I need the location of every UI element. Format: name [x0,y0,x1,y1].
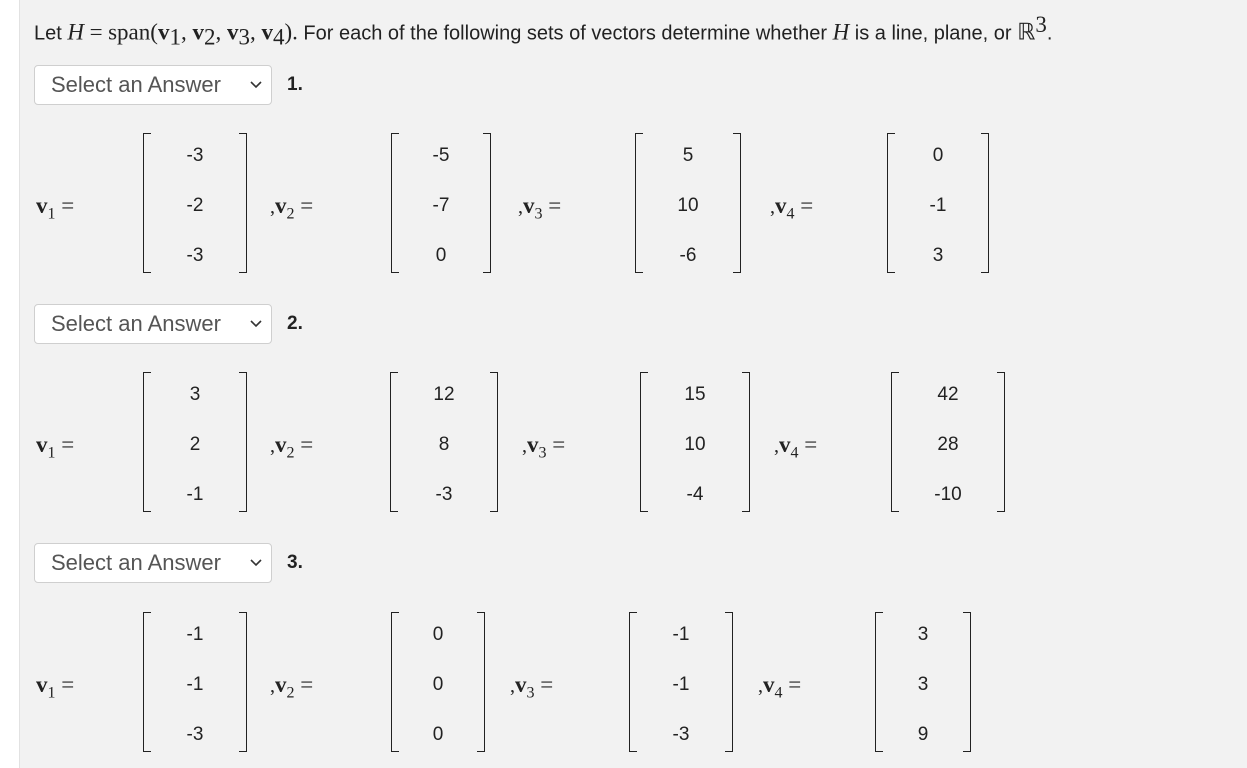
vector-matrix-v2 [390,372,498,512]
vector-label-v2: $,v_2$ = [270,193,314,223]
question-span-close: ). [284,19,298,45]
question-prefix: Let [34,22,62,45]
matrix-entry: -6 [679,245,697,266]
matrix-entry: 9 [917,724,929,745]
matrix-entry: -3 [672,724,690,745]
matrix-entry: 3 [189,384,201,405]
vector-matrix-v4 [891,372,1005,512]
matrix-entry: -3 [186,724,204,745]
question-span-open: span( [108,19,158,45]
answer-select-value: Select an Answer [51,550,221,575]
matrix-entry: 0 [432,624,444,645]
question-sub3: 3 [238,24,250,50]
vector-label-v2: $,v_2$ = [270,432,314,462]
question-v2: v [192,19,204,45]
matrix-entry: -3 [186,145,204,166]
vector-label-v2: $,v_2$ = [270,672,314,702]
question-body: For each of the following sets of vectors determine whether [303,22,828,45]
question-v3: v [226,19,239,45]
matrix-entry: -1 [672,624,690,645]
matrix-entry: 3 [917,624,929,645]
matrix-entry: -10 [934,484,962,505]
matrix-entry: -7 [432,195,450,216]
problem-number: 3. [287,552,303,573]
matrix-entry: -1 [186,674,204,695]
question-sub4: 4 [272,24,285,50]
vector-label-v1: $v_1$ = [36,672,75,702]
question-text: Let $H = span(v_1$, $v_2$, $v_3$, $v_4$). For each of the following sets of vectors determine whether H is a line, plane, or ℝ$^3$. [34,12,1053,50]
matrix-entry: -3 [435,484,453,505]
question-v4: v [261,19,273,45]
matrix-entry: -1 [929,195,947,216]
matrix-entry: 42 [937,384,959,405]
matrix-entry: 0 [932,145,944,166]
vector-matrix-v1 [143,372,247,512]
answer-select-2[interactable] [34,304,272,344]
matrix-entry: -5 [432,145,450,166]
vector-matrix-v4 [875,612,971,752]
question-r-sup: 3 [1035,12,1047,37]
vector-label-v4: $,v_4$ = [758,672,802,702]
vector-label-v3: $,v_3$ = [518,193,562,223]
vector-label-v3: $,v_3$ = [510,672,554,702]
answer-select-3[interactable] [34,543,272,583]
matrix-entry: 3 [932,245,944,266]
matrix-entry: -1 [672,674,690,695]
matrix-entry: 2 [189,434,201,455]
vector-matrix-v1 [143,133,247,273]
matrix-entry: 10 [684,434,706,455]
matrix-entry: 3 [917,674,929,695]
chevron-down-icon [249,556,263,570]
question-h2: H [832,19,850,45]
problem-number: 2. [287,313,303,334]
question-h: H [67,19,84,45]
matrix-entry: -1 [186,484,204,505]
matrix-entry: 28 [937,434,959,455]
matrix-entry: -1 [186,624,204,645]
answer-select-value: Select an Answer [51,311,221,336]
vector-label-v3: $,v_3$ = [522,432,566,462]
question-sub1: 1 [169,24,181,50]
vector-matrix-v2 [391,612,485,752]
vector-label-v1: $v_1$ = [36,432,75,462]
question-sub2: 2 [203,24,216,50]
matrix-entry: 0 [432,724,444,745]
matrix-entry: 10 [677,195,699,216]
matrix-entry: -2 [186,195,204,216]
question-eq: = [89,19,103,45]
matrix-entry: 0 [432,674,444,695]
matrix-entry: -3 [186,245,204,266]
vector-matrix-v2 [391,133,491,273]
problem-number: 1. [287,74,303,95]
question-v1: v [157,19,170,45]
chevron-down-icon [249,317,263,331]
matrix-entry: 12 [433,384,455,405]
vector-matrix-v3 [640,372,750,512]
vector-matrix-v3 [629,612,733,752]
vector-label-v1: $v_1$ = [36,193,75,223]
matrix-entry: 8 [438,434,450,455]
chevron-down-icon [249,78,263,92]
vector-label-v4: $,v_4$ = [774,432,818,462]
matrix-entry: 0 [435,245,447,266]
question-end: . [1046,22,1053,45]
answer-select-value: Select an Answer [51,72,221,97]
vector-label-v4: $,v_4$ = [770,193,814,223]
answer-select-1[interactable] [34,65,272,105]
matrix-entry: 15 [684,384,706,405]
matrix-entry: 5 [682,145,694,166]
question-body2: is a line, plane, or [854,22,1012,45]
vector-matrix-v3 [635,133,741,273]
matrix-entry: -4 [686,484,704,505]
vector-matrix-v1 [143,612,247,752]
question-r: ℝ [1017,19,1036,45]
vector-matrix-v4 [887,133,989,273]
